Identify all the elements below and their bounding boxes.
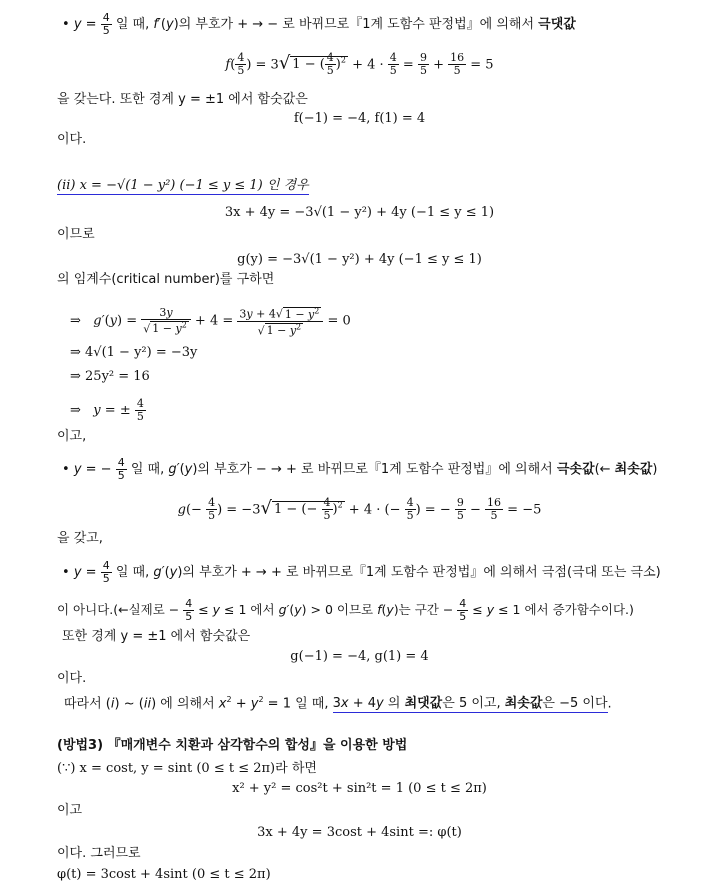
step-line: ⇒ y = ± $\frac{4}{5}$: [70, 397, 144, 423]
bullet-line-min: • y = − $\frac{4}{5}$ 일 때, g′(y)의 부호가 − → + 로 바뀌므로『1계 도함수 판정법』에 의해서 극솟값(← 최솟값): [62, 456, 658, 482]
equation-3x4y: 3x + 4y = −3√(1 − y²) + 4y (−1 ≤ y ≤ 1): [224, 205, 495, 220]
bullet-line-max: • y = $\frac{4}{5}$ 일 때, f′(y)의 부호가 + → − 로 바뀌므로『1계 도함수 판정법』에 의해서 극댓값: [62, 11, 576, 37]
equation-phi: φ(t) = 3cost + 4sint (0 ≤ t ≤ 2π): [57, 867, 271, 882]
equation-identity: x² + y² = cos²t + sin²t = 1 (0 ≤ t ≤ 2π): [232, 781, 487, 796]
case-ii-text: (ii) x = −√(1 − y²) (−1 ≤ y ≤ 1) 인 경우: [57, 178, 309, 193]
note-line: 이 아니다.(←실제로 − $\frac{4}{5}$ ≤ y ≤ 1 에서 g′(y) > 0 이므로 f(y)는 구간 − $\frac{4}{5}$ ≤ y ≤ 1 에서 증가함수이다.): [57, 597, 634, 623]
text-line: 이다.: [57, 132, 87, 147]
equation-phi-def: 3x + 4y = 3cost + 4sint =: φ(t): [257, 825, 462, 840]
text-line: 이므로: [57, 227, 95, 242]
case-ii-heading: [57, 177, 309, 195]
method3-heading: (방법3) 『매개변수 치환과 삼각함수의 합성』을 이용한 방법: [57, 738, 408, 753]
derivative-line: ⇒ g′(y) = $\frac{3y}{√ 1 - y^2}$ + 4 = $\frac{3y + 4√ 1 - y^2}{√ 1 - y^2}$ = 0: [70, 305, 351, 338]
text-line: 이고,: [57, 429, 87, 444]
text-line: 의 임계수(critical number)를 구하면: [57, 272, 275, 287]
text-line: 을 갖는다. 또한 경계 y = ±1 에서 함숫값은: [57, 92, 308, 107]
conclusion-line: 따라서 (i) ~ (ii) 에 의해서 $x^2 + y^2 = 1$ 일 때, 3x + 4y 의 최댓값은 5 이고, 최솟값은 −5 이다.: [64, 695, 612, 712]
text-line: 이고: [57, 803, 83, 818]
equation-g-min: g(− $\frac{4}{5}$ ) = −3√ 1 − (− $\frac{4}{5}$ )$^2$ + 4 · (− $\frac{4}{5}$ ) = − $\frac{9}{5}$ − $\frac{16}{5}$ = −5: [177, 496, 542, 523]
text-line: 이다. 그러므로: [57, 846, 141, 861]
equation-boundary-g: g(−1) = −4, g(1) = 4: [290, 649, 429, 664]
equation-g: g(y) = −3√(1 − y²) + 4y (−1 ≤ y ≤ 1): [237, 252, 482, 267]
text-line: 을 갖고,: [57, 531, 103, 546]
equation-f-max: f( $\frac{4}{5}$ ) = 3√ 1 − ( $\frac{4}{5}$ )$^2$ + 4 · $\frac{4}{5}$ = $\frac{9}{5}$ + $\frac{16}{5}$ = 5: [225, 51, 494, 78]
step-line: ⇒ 4√(1 − y²) = −3y: [70, 345, 198, 360]
text-line: 이다.: [57, 671, 87, 686]
bullet-line-not-extremum: • y = $\frac{4}{5}$ 일 때, g′(y)의 부호가 + → + 로 바뀌므로『1계 도함수 판정법』에 의해서 극점(극대 또는 극소): [62, 559, 661, 585]
text-line: 또한 경계 y = ±1 에서 함숫값은: [62, 629, 251, 644]
substitution-line: (∵) x = cost, y = sint (0 ≤ t ≤ 2π)라 하면: [57, 761, 317, 776]
step-line: ⇒ 25y² = 16: [70, 369, 150, 384]
equation-boundary-f: f(−1) = −4, f(1) = 4: [293, 111, 426, 126]
